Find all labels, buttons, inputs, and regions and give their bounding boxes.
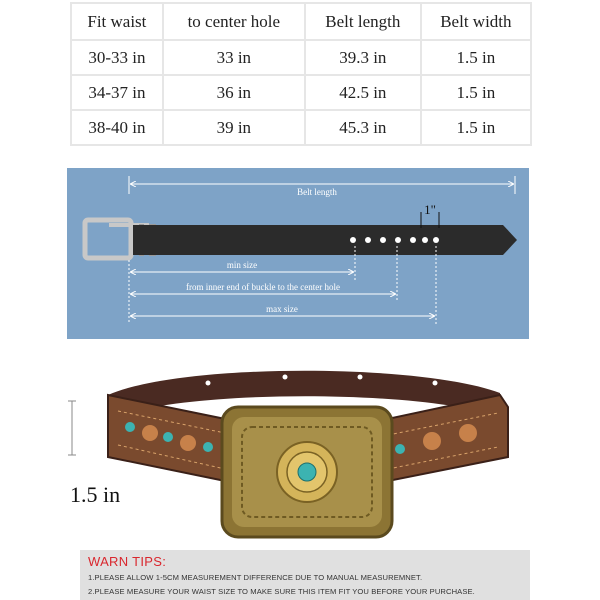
column-header: to center hole (163, 3, 305, 40)
belt-hole (365, 237, 371, 243)
table-row (71, 40, 531, 75)
tooled-flower (459, 424, 477, 442)
warn-tips-box (80, 550, 530, 600)
table-cell: 39 in (163, 110, 305, 145)
warn-tip-line: 2.PLEASE MEASURE YOUR WAIST SIZE TO MAKE SURE THIS ITEM FIT YOU BEFORE YOUR PURCHASE. (88, 587, 475, 596)
turquoise-stone (203, 442, 213, 452)
belt-hole (358, 375, 363, 380)
table-row (71, 75, 531, 110)
turquoise-stone (298, 463, 316, 481)
belt-hole (350, 237, 356, 243)
column-header: Belt length (305, 3, 421, 40)
turquoise-stone (125, 422, 135, 432)
tooled-flower (423, 432, 441, 450)
table-cell: 38-40 in (71, 110, 163, 145)
table-cell: 36 in (163, 75, 305, 110)
turquoise-stone (395, 444, 405, 454)
table-cell: 30-33 in (71, 40, 163, 75)
max-size-label: max size (266, 304, 298, 314)
belt-hole (395, 237, 401, 243)
belt-product-photo (60, 355, 540, 545)
belt-width-label: 1.5 in (70, 482, 121, 507)
buckle (222, 407, 392, 537)
center-hole-label: from inner end of buckle to the center hole (186, 282, 340, 292)
belt-hole (433, 381, 438, 386)
hole-spacing-label: 1" (424, 202, 436, 217)
tooled-flower (142, 425, 158, 441)
table-cell: 42.5 in (305, 75, 421, 110)
belt-length-label: Belt length (297, 187, 337, 197)
warn-tips-title: WARN TIPS: (88, 554, 167, 569)
table-header-row (71, 3, 531, 40)
sun-concho (277, 442, 337, 502)
table-cell: 33 in (163, 40, 305, 75)
belt-hole (380, 237, 386, 243)
belt-front-right-strap (378, 395, 508, 483)
column-header: Belt width (421, 3, 531, 40)
table-cell: 39.3 in (305, 40, 421, 75)
warn-tip-line: 1.PLEASE ALLOW 1-5CM MEASUREMENT DIFFERENCE DUE TO MANUAL MEASUREMNET. (88, 573, 423, 582)
tooled-flower (180, 435, 196, 451)
belt-hole (422, 237, 428, 243)
belt-hole (433, 237, 439, 243)
table-row (71, 110, 531, 145)
table-cell: 34-37 in (71, 75, 163, 110)
turquoise-stone (163, 432, 173, 442)
min-size-label: min size (226, 260, 258, 270)
table-cell: 1.5 in (421, 75, 531, 110)
width-indicator (68, 401, 76, 455)
belt-hole (206, 381, 211, 386)
belt-hole (410, 237, 416, 243)
table-cell: 1.5 in (421, 40, 531, 75)
belt-measurement-diagram (67, 168, 529, 339)
table-cell: 1.5 in (421, 110, 531, 145)
column-header: Fit waist (71, 3, 163, 40)
table-cell: 45.3 in (305, 110, 421, 145)
belt-hole (283, 375, 288, 380)
belt-strap (133, 225, 517, 255)
size-chart-table (70, 2, 532, 146)
